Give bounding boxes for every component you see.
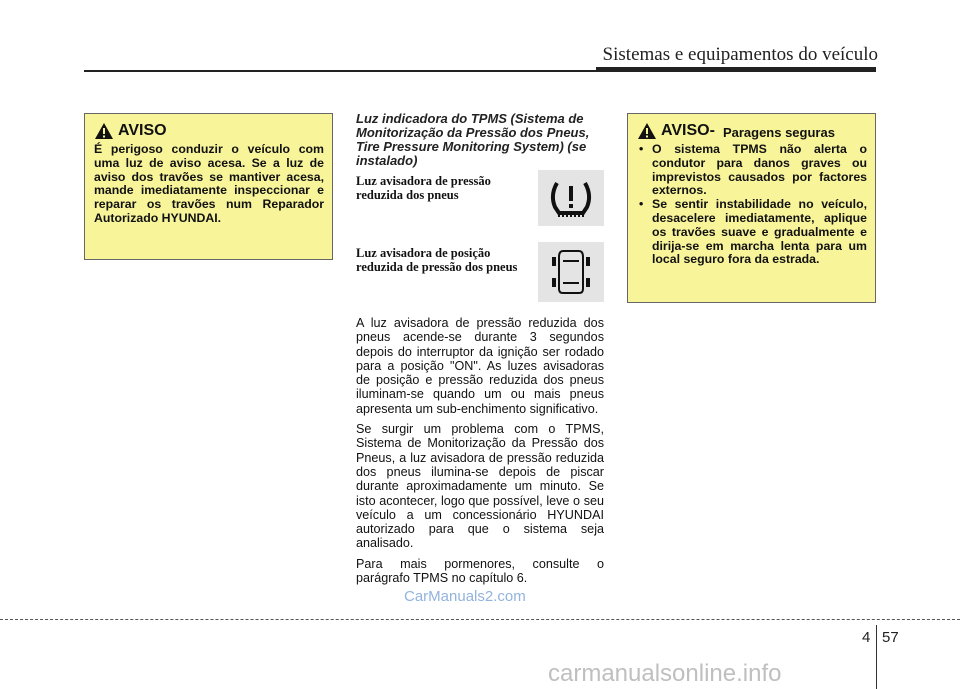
watermark-top: CarManuals2.com [404,588,526,605]
warning-triangle-icon [637,122,657,140]
page-separator [876,625,877,689]
indicator-row-low-pressure [356,170,604,236]
warning-list-item: • Se sentir instabilidade no veículo, desacelere imediatamente, aplique os travões suave e gradualmente e dirija-se em marcha lenta para um local seguro fora da estrada. [637,198,867,267]
footer-rule [0,619,960,620]
warning-heading [637,122,867,140]
warning-text: É perigoso conduzir o veículo com uma luz de aviso acesa. Se a luz de aviso dos travões se mantiver acesa, mande imediatamente inspeccionar e reparar os travões num Reparador Autorizado HYUNDAI. [94,142,324,225]
indicator-label: Luz avisadora de posição reduzida de pressão dos pneus [356,246,518,274]
tire-position-icon [538,242,604,302]
body-paragraph: Se surgir um problema com o TPMS, Sistema de Monitorização da Pressão dos Pneus, a luz avisadora de pressão reduzida dos pneus ilumina-se depois de piscar durante aproximadamente um minuto. Se isto acontecer, logo que possível, leve o seu veículo a um concessionário HYUNDAI autorizado para que o sistema seja analisado. [356,422,604,551]
warning-label: AVISO [118,122,167,139]
warning-heading [94,122,324,140]
warning-subtitle: Paragens seguras [722,124,835,140]
header-rule-accent [596,67,876,72]
body-paragraph: A luz avisadora de pressão reduzida dos pneus acende-se durante 3 segundos depois do interruptor da ignição ser rodado para a posição "ON". As luzes avisadoras de posição e pressão reduzida dos pneus iluminam-se quando um ou mais pneus apresenta um sub-enchimento significativo. [356,316,604,416]
warning-triangle-icon [94,122,114,140]
tpms-section [356,112,604,591]
body-paragraph: Para mais pormenores, consulte o parágrafo TPMS no capítulo 6. [356,556,604,586]
warning-box-left [84,113,333,260]
indicator-label: Luz avisadora de pressão reduzida dos pneus [356,174,491,202]
warning-list [637,143,867,267]
warning-box-right [627,113,876,303]
warning-label: AVISO- [661,122,715,139]
chapter-number: 4 [862,629,871,646]
warning-list-item: • O sistema TPMS não alerta o condutor para danos graves ou imprevistos causados por factores externos. [637,143,867,198]
section-title: Luz indicadora do TPMS (Sistema de Monitorização da Pressão dos Pneus, Tire Pressure Monitoring System) (se instalado) [356,111,590,168]
watermark-bottom: carmanualsonline.info [548,660,782,687]
low-tire-pressure-icon [538,170,604,226]
indicator-row-tire-position [356,236,604,308]
page-number: 57 [882,629,899,646]
header-title: Sistemas e equipamentos do veículo [602,44,878,65]
